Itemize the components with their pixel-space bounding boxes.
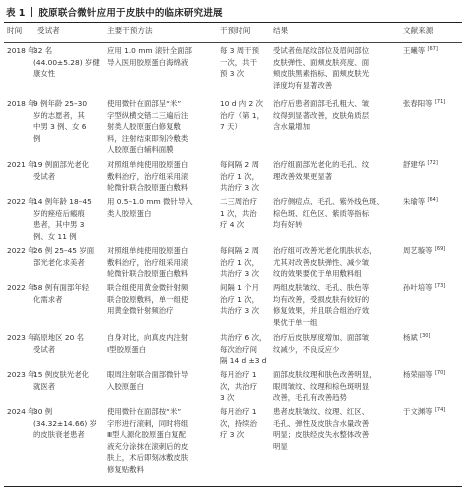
reference-author: 杨荣丽等: [403, 370, 433, 379]
reference-number: [72]: [427, 160, 438, 166]
subjects-cell-line: 58 例有面部年轻: [33, 283, 90, 292]
header-reference: 文献来源: [403, 26, 434, 35]
method-cell: [107, 369, 219, 392]
subjects-cell-line: (44.00±5.28) 岁健: [33, 57, 100, 67]
duration-cell: [220, 332, 272, 367]
duration-cell: [220, 98, 272, 133]
result-cell-line: 明显: [273, 441, 288, 451]
header-subjects: 受试者: [37, 26, 60, 35]
duration-cell-line: 每次治疗间: [220, 344, 257, 354]
subjects-cell: [33, 282, 105, 305]
subjects-cell-line: 岁的痤疮后瘢痕: [33, 208, 85, 218]
method-cell-line: 字形进行滚刺，同时将组: [107, 418, 189, 428]
duration-cell-line: 共治疗 6 次，: [220, 333, 267, 342]
duration-cell-line: 隔 14 d ±3 d: [220, 356, 267, 365]
result-cell-line: 面部皮肤纹理和肤色改善明显，: [273, 370, 377, 379]
year-cell: [7, 159, 36, 171]
result-cell-line: 治疗后患者面部毛孔粗大、皱: [273, 99, 370, 108]
table-caption: [6, 4, 223, 20]
subjects-cell-line: 受试者: [33, 171, 56, 181]
subjects-cell-line: 康女性: [33, 69, 56, 78]
reference-author: 王曦等: [403, 46, 426, 55]
method-cell: [107, 159, 219, 194]
year-cell: [7, 245, 36, 257]
duration-cell-line: 治疗 1 次，: [220, 257, 259, 267]
table-header-rule: [4, 42, 462, 43]
duration-cell-line: 10 d 内 2 次: [220, 99, 263, 108]
header-result: 结果: [273, 26, 289, 35]
duration-cell-line: 共治疗 3 次: [220, 269, 259, 278]
result-cell-line: 修复效果，并且联合组治疗效: [273, 306, 370, 315]
method-cell-line: 自身对比，向真皮内注射: [107, 333, 189, 342]
result-cell: [273, 282, 401, 328]
reference-cell: [403, 98, 463, 110]
method-cell: [107, 245, 219, 280]
method-cell-line: 使用微针在面部呈“米”: [107, 99, 182, 108]
result-cell-line: 棕色斑、红色区、紫质等指标: [273, 208, 370, 218]
method-cell-line: 液充分涂抹在滚刺后的皮: [107, 441, 189, 451]
method-cell-line: 使用微针在面部按“米”: [107, 407, 182, 416]
reference-cell: [403, 282, 463, 294]
year-cell-line: 2024 年: [7, 407, 36, 416]
duration-cell-line: 1 次，共治: [220, 208, 257, 218]
year-cell: [7, 98, 36, 110]
header-year: 时间: [7, 26, 23, 35]
year-cell: [7, 45, 36, 57]
subjects-cell-line: 9 例年龄 25–30: [33, 99, 88, 108]
duration-cell-line: 预 3 次: [220, 69, 245, 78]
duration-cell-line: 次，持续治: [220, 418, 257, 428]
result-cell-line: 均有好转: [273, 220, 303, 229]
result-cell-line: 颊皮肤黑素指标、面颊皮肤光: [273, 69, 370, 78]
reference-number: [67]: [427, 46, 438, 52]
method-cell-line: Ⅰ型胶原蛋白: [107, 344, 147, 354]
subjects-cell: [33, 159, 105, 182]
year-cell: [7, 369, 36, 381]
subjects-cell-line: 例、女 11 例: [33, 231, 77, 241]
subjects-cell-line: 19 例面部光老化: [33, 160, 90, 169]
subjects-cell: [33, 196, 105, 242]
result-cell-line: 皮肤弹性、面颊皮肤亮度、面: [273, 57, 370, 67]
reference-number: [71]: [434, 99, 446, 105]
reference-cell: [403, 159, 463, 171]
result-cell-line: 纹的效果要优于单用敷料组: [273, 269, 362, 278]
year-cell-line: 2021 年: [7, 160, 36, 169]
year-cell-line: 2023 年: [7, 370, 36, 379]
duration-cell-line: 共治疗 3 次: [220, 306, 259, 315]
result-cell-line: 果优于单一组: [273, 317, 318, 327]
subjects-cell-line: 32 名: [33, 46, 53, 55]
method-cell-line: 入胶原蛋白: [107, 381, 144, 391]
duration-cell-line: 每间隔 2 周: [220, 160, 259, 169]
result-cell-line: 眼周皱纹、纹理和棕色斑明显: [273, 381, 370, 391]
duration-cell: [220, 406, 272, 441]
duration-cell-line: 治疗 1 次，: [220, 171, 259, 181]
subjects-cell-line: (34.32±14.66) 岁: [33, 418, 98, 428]
reference-number: [74]: [434, 407, 446, 413]
subjects-cell-line: 15 例皮肤光老化: [33, 370, 90, 379]
duration-cell: [220, 159, 272, 194]
duration-cell: [220, 282, 272, 317]
reference-author: 杨斌: [403, 333, 418, 342]
duration-cell-line: 每月治疗 1: [220, 407, 257, 416]
method-cell-line: 用黄金微针射频治疗: [107, 306, 174, 315]
method-cell: [107, 98, 219, 156]
subjects-cell-line: 中男 3 例、女 6: [33, 122, 87, 131]
duration-cell-line: 每 3 周干预: [220, 46, 259, 55]
method-cell: [107, 196, 219, 219]
reference-author: 张春阳等: [403, 99, 433, 108]
reference-cell: [403, 406, 463, 418]
method-cell-line: 轮微针联合胶原蛋白敷料: [107, 269, 189, 278]
reference-cell: [403, 45, 463, 57]
result-cell: [273, 196, 401, 231]
duration-cell-line: 每间隔 2 周: [220, 246, 259, 255]
table-number: 表 1: [6, 8, 26, 19]
year-cell: [7, 196, 36, 208]
result-cell-line: 含水量增加: [273, 122, 310, 131]
subjects-cell-line: 就医者: [33, 381, 56, 391]
reference-cell: [403, 245, 463, 257]
reference-cell: [403, 196, 463, 208]
result-cell-line: 纹减少，不良反应少: [273, 344, 340, 354]
reference-number: [64]: [427, 197, 438, 203]
subjects-cell-line: 14 例年龄 18–45: [33, 197, 92, 206]
duration-cell-line: 二三周治疗: [220, 197, 257, 206]
method-cell-line: 射类人胶原蛋白修复敷: [107, 122, 181, 131]
subjects-cell-line: 岁的志愿者，其: [33, 110, 85, 120]
duration-cell: [220, 245, 272, 280]
method-cell-line: 联合组使用黄金微针射频: [107, 283, 189, 292]
result-cell-line: 治疗组面部光老化的毛孔、纹: [273, 160, 370, 169]
subjects-cell-line: 26 例 25–45 岁面: [33, 246, 95, 255]
year-cell: [7, 406, 36, 418]
duration-cell: [220, 369, 272, 404]
method-cell-line: 字型纵横交错二三遍后注: [107, 110, 189, 120]
result-cell-line: 治疗组可改善光老化肌肤状态，: [273, 246, 377, 255]
method-cell-line: 眼周注射联合面部微针导: [107, 370, 189, 379]
reference-author: 周艺璇等: [403, 246, 433, 255]
subjects-cell: [33, 332, 105, 355]
subjects-cell-line: 受试者: [33, 344, 56, 354]
method-cell-line: 敷料治疗，治疗组采用滚: [107, 171, 189, 181]
reference-cell: [403, 332, 463, 344]
duration-cell-line: 一次，共干: [220, 57, 257, 67]
result-cell: [273, 369, 401, 404]
result-cell-line: 均有改善，受损皮肤有较好的: [273, 294, 370, 304]
method-cell-line: 用 0.5–1.0 mm 微针导入: [107, 197, 193, 206]
year-cell: [7, 332, 36, 344]
method-cell-line: 导入医用胶原蛋白海绵液: [107, 57, 189, 67]
year-cell-line: 2022 年: [7, 246, 36, 255]
reference-author: 于文渊等: [403, 407, 433, 416]
result-cell-line: 明显；皮肤经皮失水整体改善: [273, 430, 370, 439]
result-cell-line: 理改善效果更显著: [273, 171, 333, 181]
year-cell-line: 2022 年: [7, 283, 36, 292]
duration-cell-line: 次，共治疗: [220, 381, 257, 391]
subjects-cell-line: 高原地区 20 名: [33, 333, 85, 342]
duration-cell: [220, 45, 272, 80]
year-cell: [7, 282, 36, 294]
method-cell-line: 对照组单纯使用胶原蛋白: [107, 160, 189, 169]
result-cell: [273, 45, 401, 91]
duration-cell-line: 疗 3 次: [220, 430, 245, 439]
reference-author: 舒建华: [403, 160, 426, 169]
method-cell-line: 料，注射结束即刻冷敷类: [107, 133, 189, 143]
result-cell-line: 两组皮肤皱纹、毛孔、肤色等: [273, 283, 370, 292]
method-cell-line: 应用 1.0 mm 滚针全面部: [107, 46, 192, 55]
method-cell: [107, 332, 219, 355]
caption-separator: [31, 7, 32, 17]
result-cell-line: 纹得到显著改善，皮肤角质层: [273, 110, 370, 120]
method-cell-line: 修复贴敷料: [107, 464, 144, 474]
table-bottom-rule: [4, 486, 462, 487]
result-cell-line: 改善，毛孔有改善趋势: [273, 393, 347, 402]
result-cell-line: 毛孔、弹性及皮肤含水量改善: [273, 418, 370, 428]
reference-number: [69]: [434, 246, 446, 252]
result-cell-line: 治疗侧痘点、毛孔、紫外线色斑、: [273, 197, 384, 206]
subjects-cell-line: 患者，其中男 3: [33, 220, 85, 229]
subjects-cell: [33, 245, 105, 268]
subjects-cell-line: 化需求者: [33, 294, 63, 304]
reference-number: [70]: [434, 370, 446, 376]
duration-cell-line: 治疗（第 1，: [220, 110, 265, 120]
year-cell-line: 2023 年: [7, 333, 36, 342]
duration-cell-line: 疗 4 次: [220, 220, 245, 229]
method-cell-line: 肤上，术后即刻冰敷皮肤: [107, 453, 189, 462]
method-cell-line: 对照组单纯使用胶原蛋白: [107, 246, 189, 255]
method-cell-line: 联合胶原敷料，单一组使: [107, 294, 189, 304]
duration-cell-line: 治疗 1 次，: [220, 294, 259, 304]
result-cell-line: 受试者鱼尾纹部位及眉间部位: [273, 46, 370, 55]
result-cell: [273, 245, 401, 280]
header-method: 主要干预方法: [107, 26, 153, 35]
year-cell-line: 2018 年: [7, 46, 36, 55]
duration-cell-line: 间隔 1 个月: [220, 283, 259, 292]
result-cell: [273, 159, 401, 182]
subjects-cell-line: 部光老化求美者: [33, 257, 85, 267]
duration-cell-line: 7 天）: [220, 122, 242, 131]
reference-number: [73]: [434, 283, 446, 289]
duration-cell: [220, 196, 272, 231]
subjects-cell: [33, 45, 105, 80]
duration-cell-line: 3 次: [220, 393, 235, 402]
method-cell-line: 轮微针联合胶原蛋白敷料: [107, 183, 189, 192]
result-cell: [273, 332, 401, 355]
method-cell-line: Ⅲ型人源化胶原蛋白复配: [107, 430, 187, 439]
reference-number: [30]: [420, 333, 431, 339]
subjects-cell: [33, 98, 105, 144]
table-top-rule: [4, 22, 462, 23]
method-cell-line: 类人胶原蛋白: [107, 208, 152, 218]
header-duration: 干预时间: [220, 26, 251, 35]
reference-author: 朱瑜等: [403, 197, 426, 206]
result-cell-line: 治疗后皮肤厚度增加、面部皱: [273, 333, 370, 342]
result-cell: [273, 406, 401, 452]
method-cell: [107, 45, 219, 68]
subjects-cell-line: 例: [33, 133, 41, 143]
reference-cell: [403, 369, 463, 381]
subjects-cell-line: 30 例: [33, 407, 53, 416]
result-cell-line: 泽度均有显著改善: [273, 80, 333, 90]
method-cell: [107, 406, 219, 475]
method-cell: [107, 282, 219, 317]
subjects-cell: [33, 369, 105, 392]
table-title: 胶原联合微针应用于皮肤中的临床研究进展: [38, 8, 223, 19]
subjects-cell: [33, 406, 105, 441]
year-cell-line: 2018 年: [7, 99, 36, 108]
result-cell: [273, 98, 401, 133]
result-cell-line: 患者皮肤皱纹、纹理、红区、: [273, 407, 370, 416]
method-cell-line: 敷料治疗，治疗组采用滚: [107, 257, 189, 267]
reference-author: 孙叶培等: [403, 283, 433, 292]
result-cell-line: 尤其对改善皮肤弹性、减少皱: [273, 257, 370, 267]
method-cell-line: 人胶原蛋白辅料面膜: [107, 145, 174, 154]
subjects-cell-line: 的皮肤衰老患者: [33, 430, 85, 439]
year-cell-line: 2022 年: [7, 197, 36, 206]
duration-cell-line: 共治疗 3 次: [220, 183, 259, 192]
duration-cell-line: 每月治疗 1: [220, 370, 257, 379]
